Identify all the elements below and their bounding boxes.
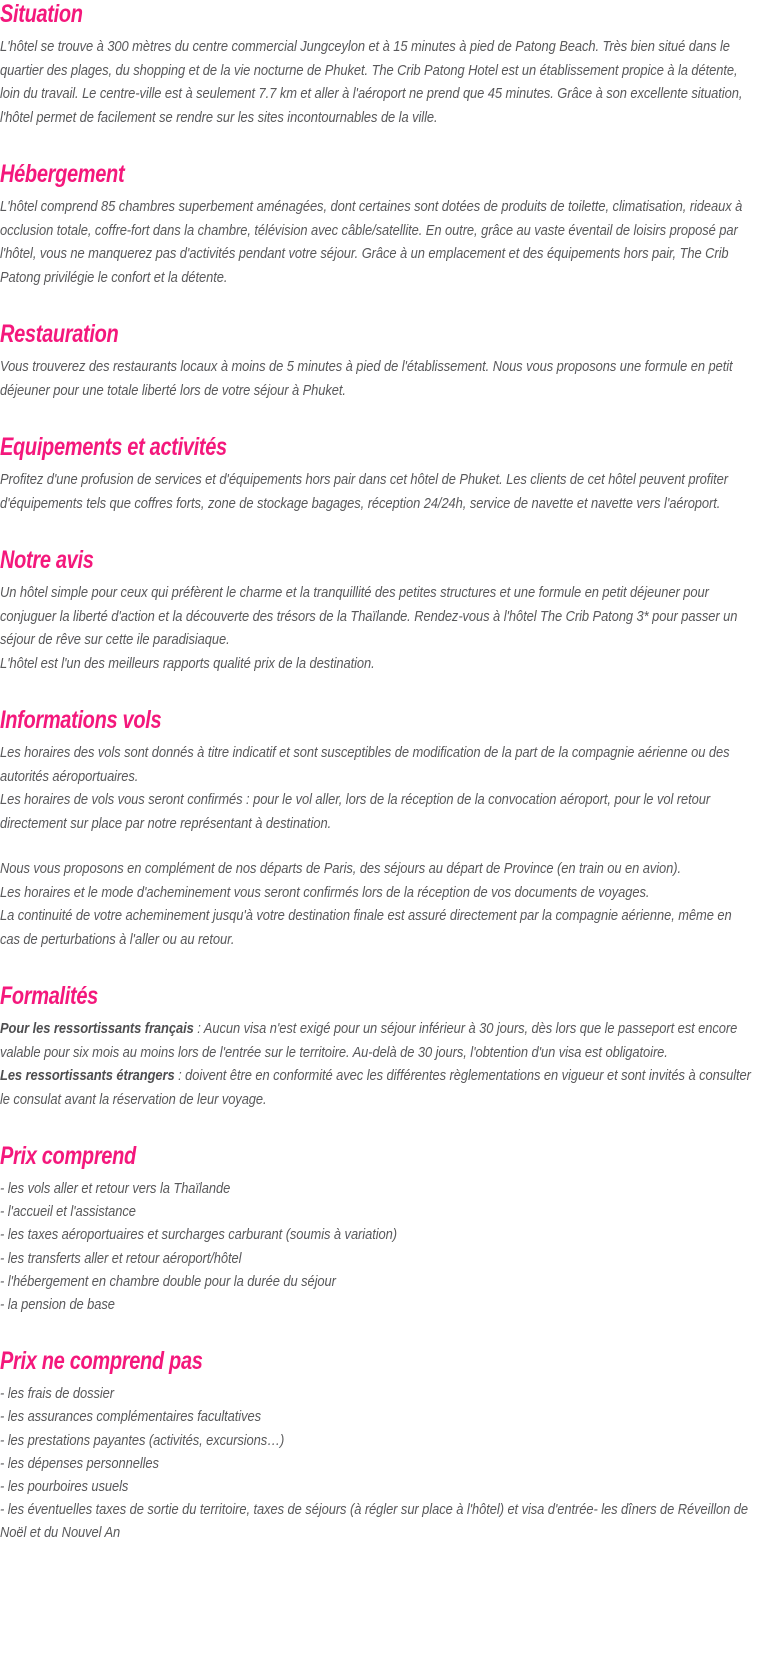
list-item: - l'accueil et l'assistance	[0, 1204, 136, 1221]
list-item: - les dépenses personnelles	[0, 1455, 159, 1472]
formalites-text-etrangers: : doivent être en conformité avec les différentes règlementations en vigueur et sont invités à consulter le consulat avant la réservation de leur voyage.	[0, 1068, 751, 1108]
section-paragraph: L'hôtel se trouve à 300 mètres du centre commercial Jungceylon et à 15 minutes à pied de Patong Beach. Très bien situé dans le quartier des plages, du shopping et de la vie nocturne de Phuket. The Crib Patong Hotel est un établissement propice à la détente, loin du travail. Le centre-ville est à seulement 7.7 km et aller à l'aéroport ne prend que 45 minutes. Grâce à son excellente situation, l'hôtel permet de facilement se rendre sur les sites incontournables de la ville.	[0, 39, 743, 126]
list-item: - la pension de base	[0, 1297, 115, 1314]
spacer	[0, 836, 754, 858]
formalites-lead-etrangers: Les ressortissants étrangers	[0, 1068, 175, 1084]
spacer	[0, 676, 754, 706]
section-heading-prix-ne-comprend-pas: Prix ne comprend pas	[0, 1347, 203, 1376]
section-heading-notre-avis: Notre avis	[0, 546, 94, 574]
spacer	[0, 516, 754, 546]
formalites-text-francais: : Aucun visa n'est exigé pour un séjour inférieur à 30 jours, dès lors que le passeport est encore valable pour six mois au moins lors de l'entrée sur le territoire. Au-delà de 30 jours, l'obtention d'un visa est obligatoire.	[0, 1021, 738, 1061]
section-heading-formalites: Formalités	[0, 982, 98, 1010]
section-paragraph: L'hôtel est l'un des meilleurs rapports qualité prix de la destination.	[0, 655, 375, 672]
list-item: - les frais de dossier	[0, 1386, 115, 1403]
list-item: - les taxes aéroportuaires et surcharges carburant (soumis à variation)	[0, 1227, 397, 1244]
section-paragraph: Un hôtel simple pour ceux qui préfèrent le charme et la tranquillité des petites structures et une formule en petit déjeuner pour conjuguer la liberté d'action et la découverte des trésors de la Thaïlande. Rendez-vous à l'hôtel The Crib Patong 3* pour passer un séjour de rêve sur cette ile paradisiaque.	[0, 585, 738, 648]
spacer	[0, 130, 754, 160]
list-item: - les pourboires usuels	[0, 1479, 129, 1496]
list-item: - les éventuelles taxes de sortie du territoire, taxes de séjours (à régler sur place à l'hôtel) et visa d'entrée- les dîners de Réveillon de Noël et du Nouvel An	[0, 1502, 749, 1542]
list-item: - les transferts aller et retour aéroport/hôtel	[0, 1250, 242, 1267]
section-informations-vols	[0, 706, 754, 952]
spacer	[0, 1317, 754, 1347]
section-prix-ne-comprend-pas	[0, 1347, 754, 1545]
formalites-paragraph-etrangers	[0, 1065, 754, 1112]
section-formalites	[0, 982, 754, 1112]
list-item: - l'hébergement en chambre double pour la durée du séjour	[0, 1273, 336, 1290]
spacer	[0, 952, 754, 982]
section-restauration	[0, 320, 754, 403]
section-situation	[0, 0, 754, 130]
section-heading-equipements: Equipements et activités	[0, 433, 227, 461]
section-hebergement	[0, 160, 754, 290]
section-heading-informations-vols: Informations vols	[0, 706, 162, 734]
formalites-paragraph-francais	[0, 1018, 754, 1065]
section-paragraph: Les horaires de vols vous seront confirmés : pour le vol aller, lors de la réception de la convocation aéroport, pour le vol retour directement sur place par notre représentant à destination.	[0, 792, 711, 832]
spacer	[0, 1112, 754, 1142]
section-paragraph: La continuité de votre acheminement jusqu'à votre destination finale est assuré directement par la compagnie aérienne, même en cas de perturbations à l'aller ou au retour.	[0, 908, 732, 948]
section-heading-restauration: Restauration	[0, 320, 119, 348]
section-paragraph: Profitez d'une profusion de services et d'équipements hors pair dans cet hôtel de Phuket. Les clients de cet hôtel peuvent profiter d'équipements tels que coffres forts, zone de stockage bagages, réception 24/24h, service de navette et navette vers l'aéroport.	[0, 472, 728, 512]
spacer	[0, 403, 754, 433]
section-paragraph: Les horaires des vols sont donnés à titre indicatif et sont susceptibles de modification de la part de la compagnie aérienne ou des autorités aéroportuaires.	[0, 745, 730, 785]
list-item: - les prestations payantes (activités, excursions…)	[0, 1432, 285, 1449]
section-paragraph: Nous vous proposons en complément de nos départs de Paris, des séjours au départ de Province (en train ou en avion).	[0, 861, 682, 877]
section-paragraph: L'hôtel comprend 85 chambres superbement aménagées, dont certaines sont dotées de produits de toilette, climatisation, rideaux à occlusion totale, coffre-fort dans la chambre, télévision avec câble/satellite. En outre, grâce au vaste éventail de loisirs proposé par l'hôtel, vous ne manquerez pas d'activités pendant votre séjour. Grâce à un emplacement et des équipements hors pair, The Crib Patong privilégie le confort et la détente.	[0, 199, 743, 286]
section-equipements-et-activites	[0, 433, 754, 516]
section-paragraph: Les horaires et le mode d'acheminement vous seront confirmés lors de la réception de vos documents de voyages.	[0, 884, 650, 901]
section-notre-avis	[0, 546, 754, 676]
section-prix-comprend	[0, 1142, 754, 1317]
section-heading-situation: Situation	[0, 0, 83, 28]
section-heading-hebergement: Hébergement	[0, 160, 125, 188]
section-heading-prix-comprend: Prix comprend	[0, 1142, 136, 1170]
formalites-lead-francais: Pour les ressortissants français	[0, 1021, 194, 1037]
list-item: - les vols aller et retour vers la Thaïlande	[0, 1181, 231, 1197]
list-item: - les assurances complémentaires facultatives	[0, 1409, 261, 1426]
spacer	[0, 290, 754, 320]
section-paragraph: Vous trouverez des restaurants locaux à moins de 5 minutes à pied de l'établissement. Nous vous proposons une formule en petit déjeuner pour une totale liberté lors de votre séjour à Phuket.	[0, 359, 733, 399]
